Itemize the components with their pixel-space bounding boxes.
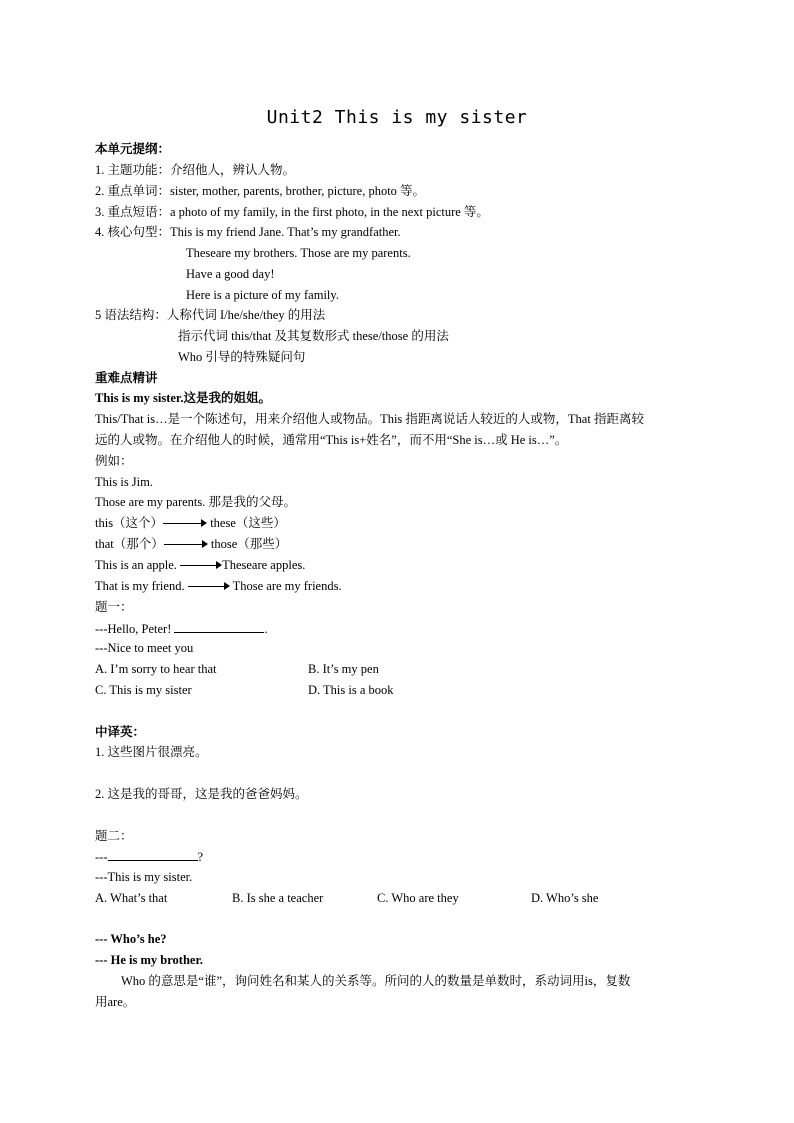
arrow-right-icon	[163, 519, 207, 529]
q2-option-a[interactable]: A. What’s that	[95, 891, 168, 905]
focus-para-line-2: 远的人或物。在介绍他人的时候，通常用“This is+姓名”，而不用“She is…或 He is…”。	[95, 433, 568, 447]
translate-item-1: 1. 这些图片很漂亮。	[95, 745, 208, 759]
translate-heading: 中译英：	[95, 725, 146, 739]
pair-row-1	[95, 515, 286, 531]
example-2: Those are my parents. 那是我的父母。	[95, 495, 297, 509]
outline-item-4: 4. 核心句型：This is my friend Jane. That’s my grandfather.	[95, 225, 401, 239]
q2-option-b[interactable]: B. Is she a teacher	[232, 891, 324, 905]
q2-option-c[interactable]: C. Who are they	[377, 891, 459, 905]
focus-subheading: This is my sister.这是我的姐姐。	[95, 391, 271, 405]
who-question: --- Who’s he?	[95, 932, 167, 946]
grammar-2: 指示代词 this/that 及其复数形式 these/those 的用法	[178, 329, 449, 343]
pair-left: That is my friend.	[95, 579, 185, 593]
pair-row-4	[95, 578, 342, 594]
grammar-3: Who 引导的特殊疑问句	[178, 350, 306, 364]
focus-heading: 重难点精讲	[95, 371, 158, 385]
arrow-right-icon	[164, 540, 208, 550]
page-title: Unit2 This is my sister	[266, 107, 528, 128]
answer-blank[interactable]	[174, 620, 264, 633]
translate-item-2: 2. 这是我的哥哥，这是我的爸爸妈妈。	[95, 787, 308, 801]
who-para-line-1: Who 的意思是“谁”，询问姓名和某人的关系等。所问的人的数量是单数时，系动词用is，复数	[121, 974, 631, 988]
grammar-1: 5 语法结构：人称代词 I/he/she/they 的用法	[95, 308, 326, 322]
outline-heading: 本单元提纲：	[95, 142, 171, 156]
q1-label: 题一：	[95, 600, 133, 614]
example-label: 例如：	[95, 454, 133, 468]
pair-left: that（那个）	[95, 537, 164, 551]
pair-row-2	[95, 536, 287, 552]
q1-option-d[interactable]: D. This is a book	[308, 683, 394, 697]
pair-left: This is an apple.	[95, 558, 177, 572]
q2-line-1: --- ?	[95, 850, 204, 864]
who-answer: --- He is my brother.	[95, 953, 203, 967]
outline-item-1: 1. 主题功能：介绍他人，辨认人物。	[95, 163, 296, 177]
q1-line-2: ---Nice to meet you	[95, 641, 194, 655]
outline-item-2: 2. 重点单词：sister, mother, parents, brother, picture, photo 等。	[95, 184, 426, 198]
example-1: This is Jim.	[95, 475, 153, 489]
pattern-3: Here is a picture of my family.	[186, 288, 339, 302]
q1-option-b[interactable]: B. It’s my pen	[308, 662, 379, 676]
pair-right: those（那些）	[210, 537, 288, 551]
arrow-right-icon	[180, 561, 222, 571]
focus-para-line-1: This/That is…是一个陈述句，用来介绍他人或物品。This 指距离说话人较近的人或物，That 指距离较	[95, 412, 644, 426]
pair-right: Theseare apples.	[222, 558, 306, 572]
q1-line-1: ---Hello, Peter! .	[95, 622, 268, 636]
outline-item-3: 3. 重点短语：a photo of my family, in the first photo, in the next picture 等。	[95, 205, 489, 219]
pair-right: Those are my friends.	[232, 579, 342, 593]
pattern-1: Theseare my brothers. Those are my parents.	[186, 246, 411, 260]
q2-label: 题二：	[95, 829, 133, 843]
arrow-right-icon	[188, 582, 230, 592]
pattern-2: Have a good day!	[186, 267, 275, 281]
q2-line-2: ---This is my sister.	[95, 870, 193, 884]
q2-option-d[interactable]: D. Who’s she	[531, 891, 599, 905]
answer-blank[interactable]	[108, 848, 198, 861]
pair-row-3	[95, 557, 305, 573]
q1-option-a[interactable]: A. I’m sorry to hear that	[95, 662, 217, 676]
pair-left: this（这个）	[95, 516, 164, 530]
q1-option-c[interactable]: C. This is my sister	[95, 683, 192, 697]
who-para-line-2: 用are。	[95, 995, 136, 1009]
pair-right: these（这些）	[210, 516, 286, 530]
